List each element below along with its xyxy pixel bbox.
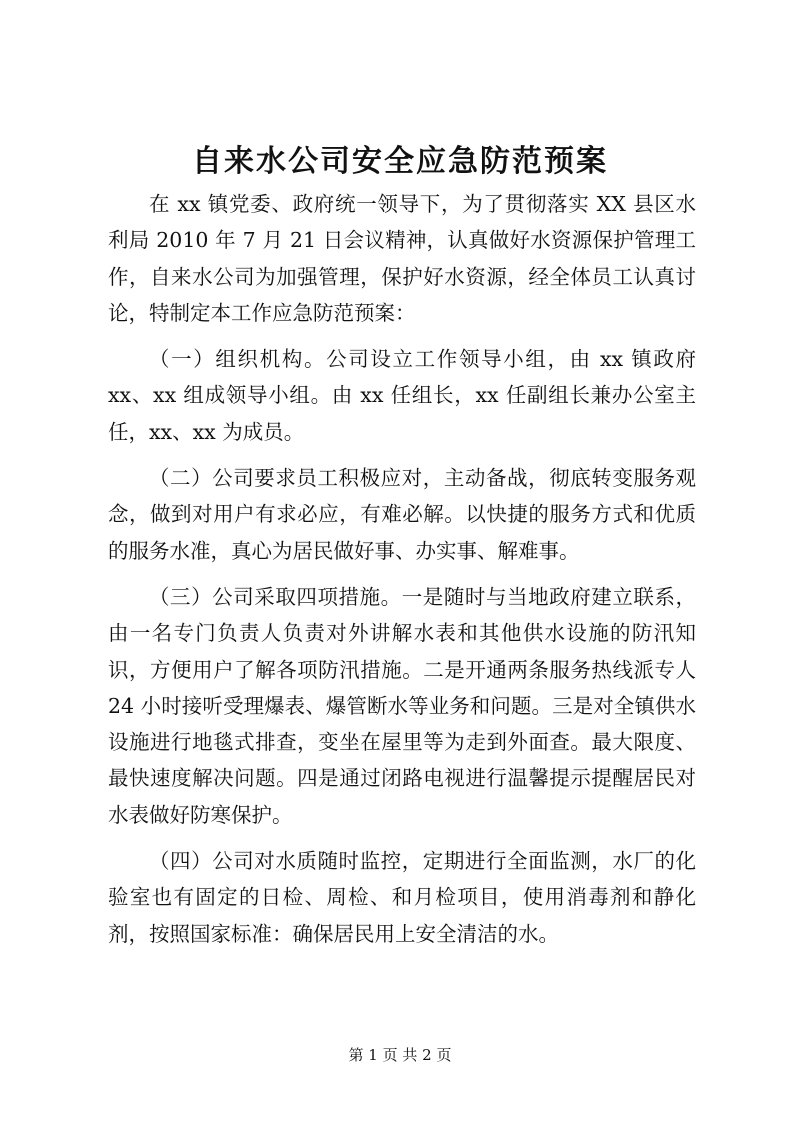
document-body — [108, 186, 696, 962]
paragraph-organization: （一）组织机构。公司设立工作领导小组，由 xx 镇政府 xx、xx 组成领导小组。由 xx 任组长，xx 任副组长兼办公室主任，xx、xx 为成员。 — [108, 347, 696, 444]
page-number-footer: 第 1 页 共 2 页 — [348, 1046, 452, 1064]
document-title: 自来水公司安全应急防范预案 — [192, 144, 608, 179]
paragraph-four-measures: （三）公司采取四项措施。一是随时与当地政府建立联系，由一名专门负责人负责对外讲解水表和其他供水设施的防汛知识，方便用户了解各项防汛措施。二是开通两条服务热线派专人 24 小时接听受理爆表、爆管断水等业务和问题。三是对全镇供水设施进行地毯式排查，变坐在屋里等为走到外面查。最大限度、最快速度解决问题。四是通过闭路电视进行温馨提示提醒居民对水表做好防寒保护。 — [108, 584, 696, 827]
paragraph-service-requirement: （二）公司要求员工积极应对，主动备战，彻底转变服务观念，做到对用户有求必应，有难必解。以快捷的服务方式和优质的服务水准，真心为居民做好事、办实事、解难事。 — [108, 466, 696, 563]
paragraph-intro: 在 xx 镇党委、政府统一领导下，为了贯彻落实 XX 县区水利局 2010 年 7 月 21 日会议精神，认真做好水资源保护管理工作，自来水公司为加强管理，保护好水资源，经全体员工认真讨论，特制定本工作应急防范预案： — [108, 192, 696, 325]
paragraph-water-quality: （四）公司对水质随时监控，定期进行全面监测，水厂的化验室也有固定的日检、周检、和月检项目，使用消毒剂和静化剂，按照国家标准：确保居民用上安全清洁的水。 — [108, 849, 696, 946]
